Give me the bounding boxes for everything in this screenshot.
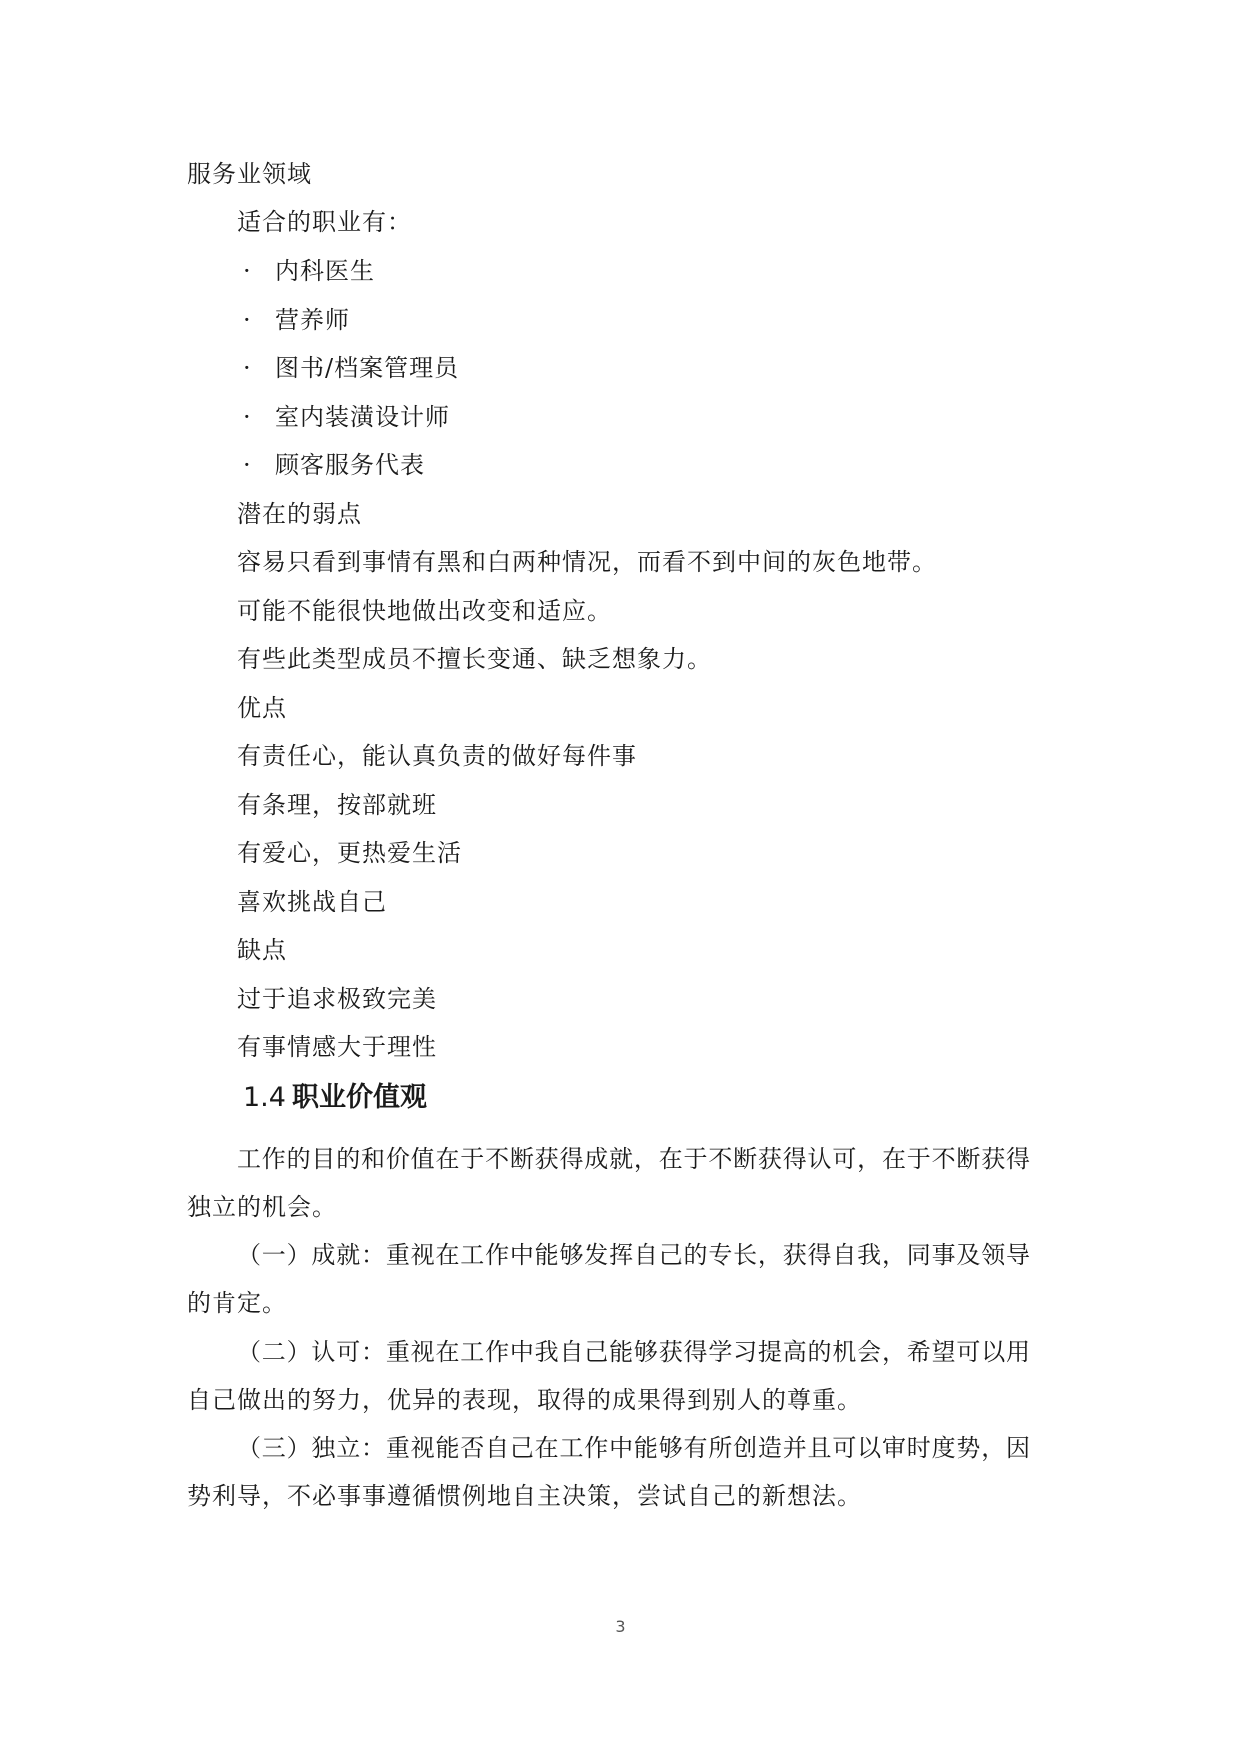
value-achievement-line: 的肯定。 [187,1289,287,1317]
page-number: 3 [615,1617,626,1636]
bullet-icon: · [243,354,251,382]
bullet-icon: · [243,306,251,334]
strength-item: 有责任心，能认真负责的做好每件事 [237,742,637,770]
strength-item: 有爱心，更热爱生活 [237,839,462,867]
weakness-item: 可能不能很快地做出改变和适应。 [237,597,612,625]
values-intro-line: 工作的目的和价值在于不断获得成就，在于不断获得认可，在于不断获得 [237,1145,1030,1173]
strength-item: 有条理，按部就班 [237,791,437,819]
career-item: 顾客服务代表 [275,451,425,479]
strength-item: 喜欢挑战自己 [237,888,387,916]
careers-lead: 适合的职业有： [237,208,412,236]
value-achievement-line: （一）成就：重视在工作中能够发挥自己的专长，获得自我，同事及领导 [237,1241,1030,1269]
section-intro: 服务业领域 [187,160,312,188]
section-number: 1.4 [243,1082,286,1113]
strengths-title: 优点 [237,694,287,722]
shortcomings-title: 缺点 [237,936,287,964]
career-item: 内科医生 [275,257,375,285]
bullet-icon: · [243,403,251,431]
bullet-icon: · [243,257,251,285]
shortcoming-item: 有事情感大于理性 [237,1033,437,1061]
value-recognition-line: （二）认可：重视在工作中我自己能够获得学习提高的机会，希望可以用 [237,1338,1030,1366]
weakness-item: 容易只看到事情有黑和白两种情况，而看不到中间的灰色地带。 [237,548,937,576]
value-recognition-line: 自己做出的努力，优异的表现，取得的成果得到别人的尊重。 [187,1386,862,1414]
weaknesses-title: 潜在的弱点 [237,500,362,528]
shortcoming-item: 过于追求极致完美 [237,985,437,1013]
value-independence-line: 势利导，不必事事遵循惯例地自主决策，尝试自己的新想法。 [187,1482,862,1510]
value-independence-line: （三）独立：重视能否自己在工作中能够有所创造并且可以审时度势，因 [237,1434,1030,1462]
career-item: 室内装潢设计师 [275,403,450,431]
section-title: 职业价值观 [291,1082,427,1113]
values-intro-line: 独立的机会。 [187,1193,337,1221]
career-item: 营养师 [275,306,350,334]
weakness-item: 有些此类型成员不擅长变通、缺乏想象力。 [237,645,712,673]
section-heading [243,1081,427,1115]
bullet-icon: · [243,451,251,479]
career-item: 图书/档案管理员 [275,354,460,382]
